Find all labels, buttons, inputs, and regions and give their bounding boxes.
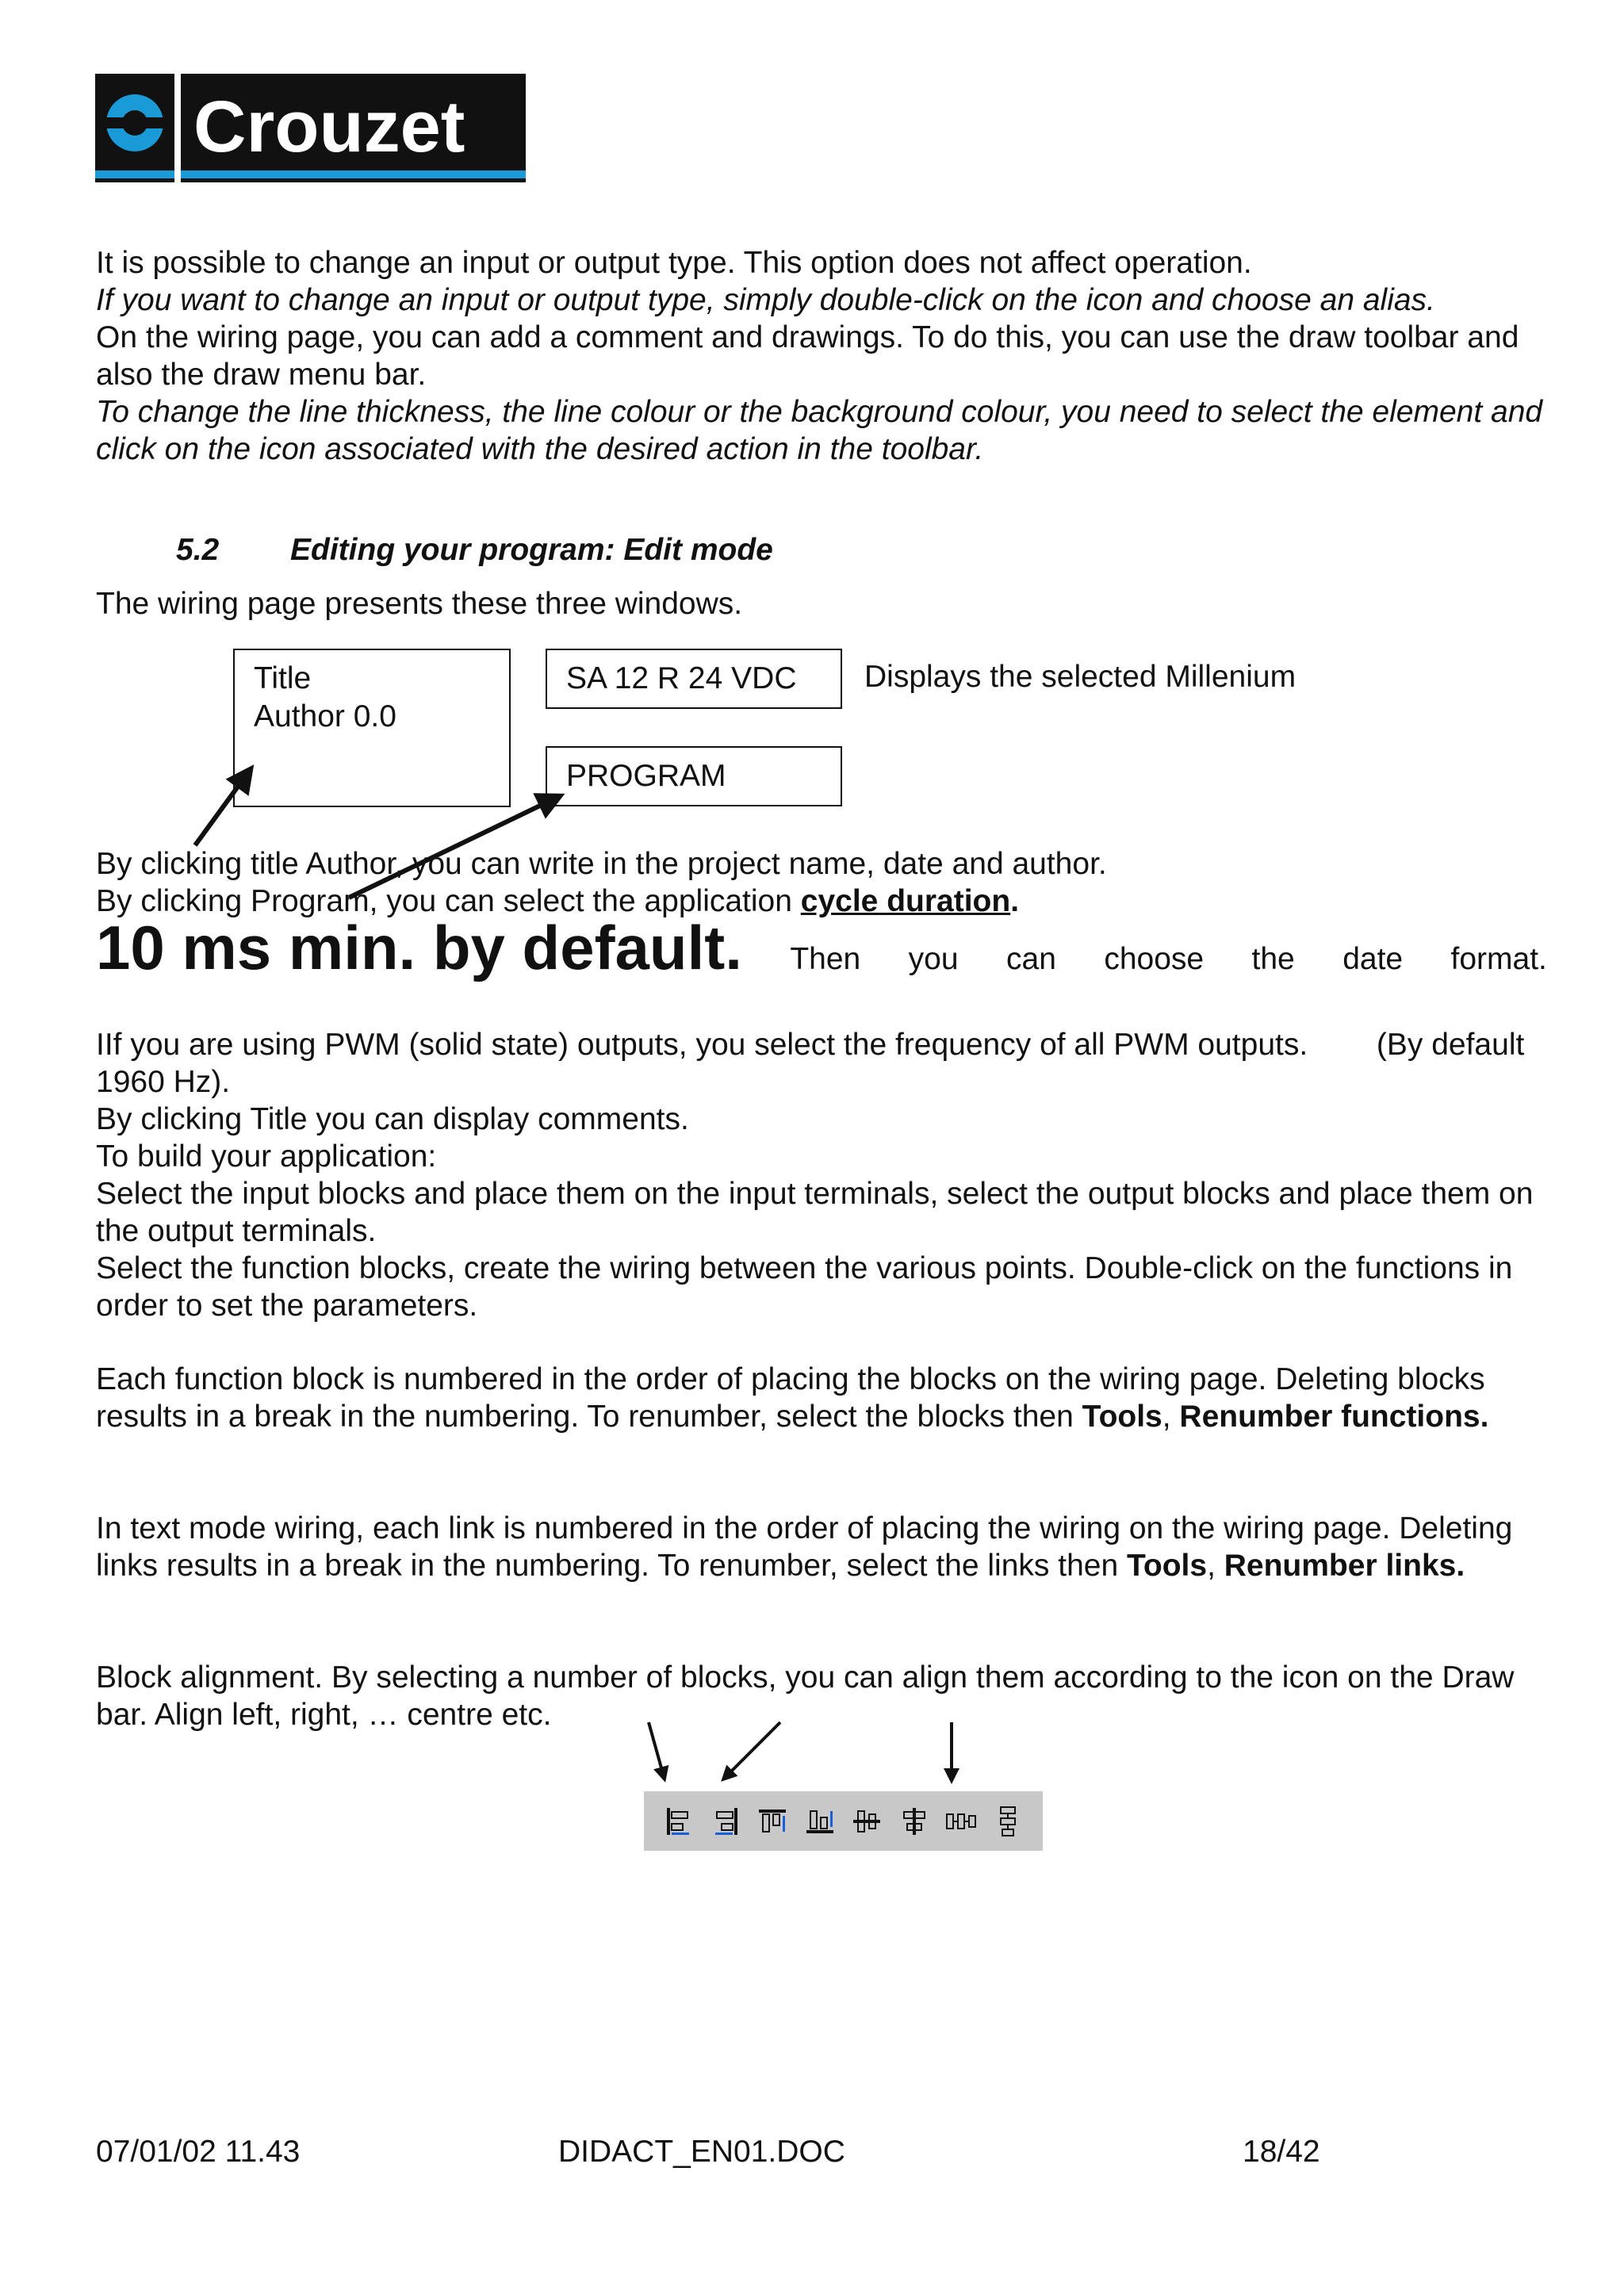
click-title-comments-text: By clicking Title you can display comments. [96, 1102, 689, 1136]
default-big-text: 10 ms min. by default. [96, 913, 742, 982]
default-tail-word: can [1006, 942, 1056, 976]
build-lead-text: To build your application: [96, 1139, 437, 1174]
section-lead: The wiring page presents these three windows. [96, 587, 743, 621]
build-step-2: Select the function blocks, create the wiring between the various points. Double-click on the functions in order to set the parameters. [96, 1251, 1513, 1323]
alignment-paragraph: Block alignment. By selecting a number of blocks, you can align them according to the icon on the Draw bar. Align left, right, … centre etc. [96, 1660, 1515, 1732]
default-tail-word: format. [1450, 942, 1547, 976]
center-horizontal-icon[interactable] [898, 1805, 931, 1838]
arrow-to-align-right [723, 1722, 780, 1779]
build-step-1: Select the input blocks and place them on the input terminals, select the output blocks and place them on the output terminals. [96, 1177, 1534, 1248]
click-title-text: By clicking title Author, you can write in the project name, date and author. [96, 847, 1107, 881]
numbering-sep: , [1162, 1400, 1180, 1434]
draw-alignment-toolbar [644, 1791, 1043, 1851]
cycle-duration-link: cycle duration [800, 884, 1011, 918]
program-window[interactable]: PROGRAM [546, 746, 842, 806]
default-tail-word: Then [790, 942, 861, 976]
align-top-icon[interactable] [756, 1805, 789, 1838]
align-bottom-icon[interactable] [803, 1805, 837, 1838]
renumber-functions-menu: Renumber functions. [1179, 1400, 1489, 1434]
svg-text:Crouzet: Crouzet [193, 86, 465, 167]
links-tools-menu: Tools [1126, 1549, 1208, 1583]
title-label: Title [254, 661, 312, 695]
arrow-to-align-left [649, 1722, 665, 1779]
center-vertical-icon[interactable] [850, 1805, 883, 1838]
default-tail-word: choose [1104, 942, 1205, 976]
pwm-text: IIf you are using PWM (solid state) outputs, you select the frequency of all PWM outputs. (By default 1960 Hz). [96, 1028, 1534, 1099]
align-right-icon[interactable] [709, 1805, 742, 1838]
intro-paragraph-4: To change the line thickness, the line colour or the background colour, you need to select the element and click on the icon associated with the desired action in the toolbar. [96, 395, 1543, 466]
section-title: Editing your program: Edit mode [290, 533, 773, 567]
numbering-tools-menu: Tools [1082, 1400, 1162, 1434]
intro-paragraph-3: On the wiring page, you can add a comment and drawings. To do this, you can use the draw toolbar and also the draw menu bar. [96, 320, 1519, 392]
intro-paragraph-1: It is possible to change an input or output type. This option does not affect operation. [96, 246, 1252, 280]
numbering-pre: Each function block is numbered in the order of placing the blocks on the wiring page. Deleting blocks results in a break in the numbering. To renumber, select the blocks then [96, 1362, 1485, 1434]
renumber-links-menu: Renumber links. [1224, 1549, 1465, 1583]
section-number: 5.2 [176, 533, 220, 567]
footer-filename: DIDACT_EN01.DOC [558, 2135, 845, 2169]
footer-date: 07/01/02 11.43 [96, 2135, 301, 2169]
model-window[interactable]: SA 12 R 24 VDC [546, 649, 842, 709]
click-program-pre: By clicking Program, you can select the application [96, 884, 801, 918]
default-tail-word: you [908, 942, 959, 976]
model-caption: Displays the selected Millenium [864, 660, 1297, 694]
author-label: Author 0.0 [254, 699, 396, 733]
click-program-post: . [1010, 884, 1020, 918]
default-tail-word: date [1342, 942, 1404, 976]
footer-page-number: 18/42 [1243, 2135, 1320, 2169]
links-pre: In text mode wiring, each link is numbered in the order of placing the wiring on the wiring page. Deleting links results in a break in the numbering. To renumber, select the links then [96, 1511, 1513, 1583]
distribute-vertical-icon[interactable] [991, 1805, 1025, 1838]
intro-paragraph-2: If you want to change an input or output type, simply double-click on the icon and choose an alias. [96, 283, 1435, 317]
links-sep: , [1207, 1549, 1224, 1583]
align-left-icon[interactable] [662, 1805, 695, 1838]
distribute-horizontal-icon[interactable] [944, 1805, 978, 1838]
default-tail-word: the [1251, 942, 1295, 976]
